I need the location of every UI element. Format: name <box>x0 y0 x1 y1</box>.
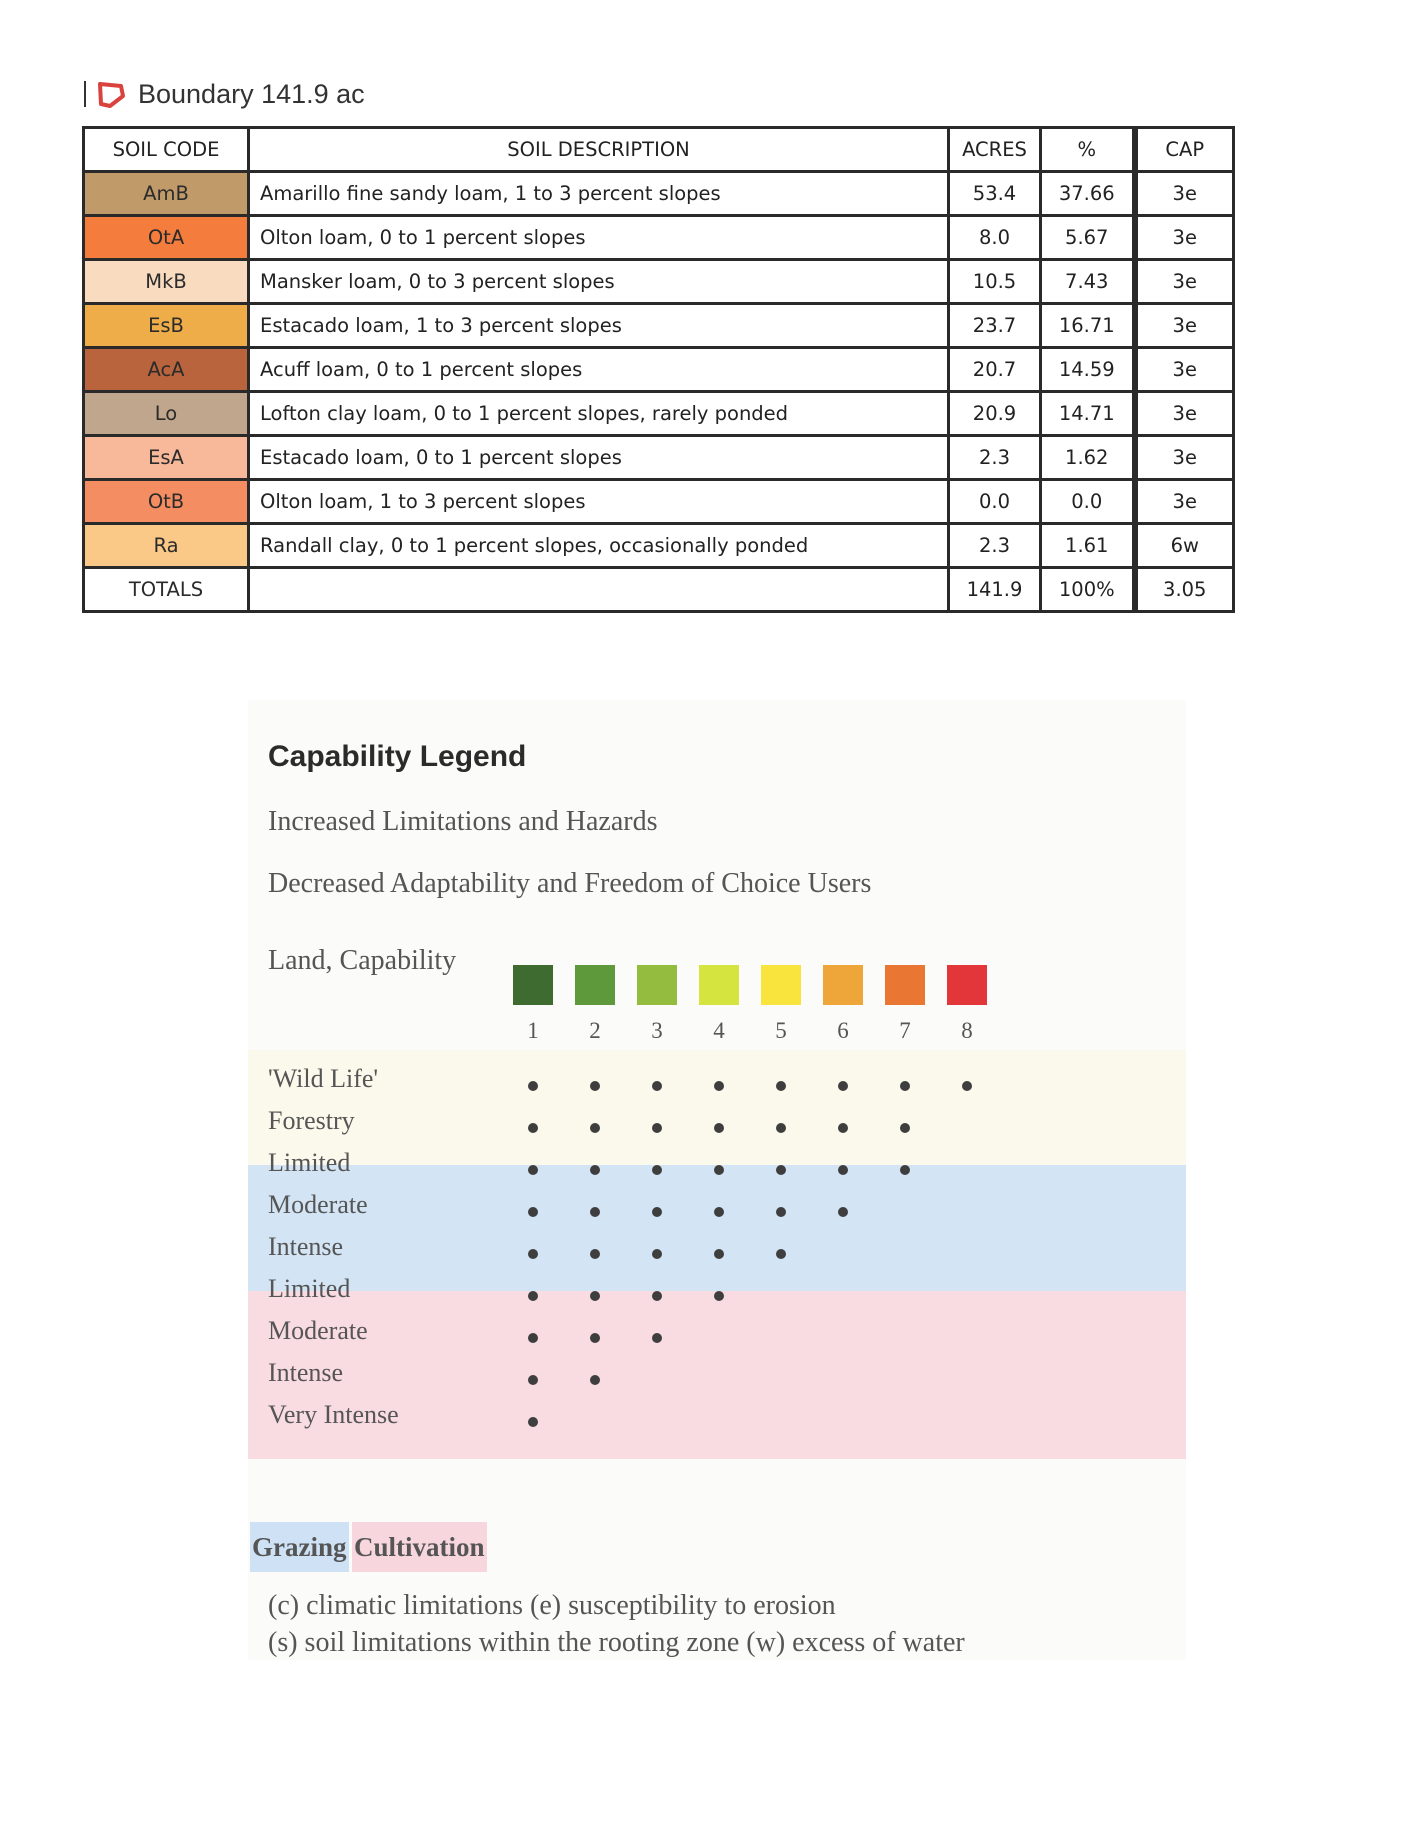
cap-cell: 6w <box>1135 524 1234 568</box>
capability-dot <box>652 1081 662 1091</box>
capability-class-swatch <box>699 965 739 1005</box>
capability-dot <box>652 1207 662 1217</box>
percent-cell: 0.0 <box>1041 480 1135 524</box>
land-capability-label: Land, Capability <box>268 945 457 976</box>
soil-description-cell: Lofton clay loam, 0 to 1 percent slopes, rarely ponded <box>249 392 949 436</box>
soil-code-cell: EsB <box>84 304 249 348</box>
capability-dot <box>590 1123 600 1133</box>
capability-class-number: 3 <box>651 1018 663 1043</box>
table-row <box>84 392 1234 436</box>
capability-dot <box>714 1249 724 1259</box>
capability-class-number: 1 <box>527 1018 539 1043</box>
capability-dot <box>590 1207 600 1217</box>
capability-dot <box>714 1207 724 1217</box>
capability-dot <box>590 1375 600 1385</box>
capability-legend <box>248 700 1186 1660</box>
soil-code-cell: OtB <box>84 480 249 524</box>
table-header-row <box>84 128 1234 172</box>
capability-class-swatch <box>575 965 615 1005</box>
soil-description-cell: Mansker loam, 0 to 3 percent slopes <box>249 260 949 304</box>
capability-dot <box>528 1081 538 1091</box>
legend-title: Capability Legend <box>268 740 527 773</box>
header-divider <box>84 81 86 107</box>
capability-class-swatch <box>947 965 987 1005</box>
boundary-header <box>84 76 365 112</box>
table-row <box>84 480 1234 524</box>
table-row <box>84 216 1234 260</box>
capability-dot <box>590 1165 600 1175</box>
capability-dot <box>652 1165 662 1175</box>
cap-cell: 3e <box>1135 172 1234 216</box>
totals-acres: 141.9 <box>949 568 1041 612</box>
acres-cell: 53.4 <box>949 172 1041 216</box>
soil-description-cell: Estacado loam, 1 to 3 percent slopes <box>249 304 949 348</box>
legend-limitations-line: Increased Limitations and Hazards <box>268 806 658 837</box>
use-label: Limited <box>268 1274 351 1303</box>
capability-dot <box>714 1165 724 1175</box>
percent-cell: 5.67 <box>1041 216 1135 260</box>
capability-dot <box>838 1123 848 1133</box>
capability-dot <box>652 1291 662 1301</box>
capability-class-swatch <box>823 965 863 1005</box>
soil-code-cell: Ra <box>84 524 249 568</box>
table-row <box>84 304 1234 348</box>
percent-cell: 14.59 <box>1041 348 1135 392</box>
capability-dot <box>776 1249 786 1259</box>
soil-description-cell: Acuff loam, 0 to 1 percent slopes <box>249 348 949 392</box>
cap-cell: 3e <box>1135 260 1234 304</box>
capability-dot <box>590 1291 600 1301</box>
acres-cell: 20.7 <box>949 348 1041 392</box>
totals-row <box>84 568 1234 612</box>
capability-class-number: 5 <box>775 1018 787 1043</box>
acres-cell: 20.9 <box>949 392 1041 436</box>
soil-code-cell: Lo <box>84 392 249 436</box>
boundary-polygon-icon <box>96 79 126 109</box>
capability-class-number: 4 <box>713 1018 725 1043</box>
boundary-label: Boundary 141.9 ac <box>138 78 365 109</box>
use-label: Moderate <box>268 1316 368 1345</box>
use-label: 'Wild Life' <box>268 1064 379 1093</box>
capability-dot <box>528 1375 538 1385</box>
soil-code-cell: AmB <box>84 172 249 216</box>
capability-dot <box>714 1081 724 1091</box>
totals-percent: 100% <box>1041 568 1135 612</box>
use-label: Limited <box>268 1148 351 1177</box>
percent-cell: 7.43 <box>1041 260 1135 304</box>
table-row <box>84 172 1234 216</box>
capability-dot <box>528 1333 538 1343</box>
use-label: Intense <box>268 1232 344 1261</box>
capability-dot <box>528 1249 538 1259</box>
capability-class-number: 7 <box>899 1018 911 1043</box>
percent-cell: 14.71 <box>1041 392 1135 436</box>
acres-cell: 8.0 <box>949 216 1041 260</box>
soil-table <box>82 126 1235 613</box>
use-label: Very Intense <box>268 1400 399 1429</box>
soil-code-cell: EsA <box>84 436 249 480</box>
soil-code-cell: AcA <box>84 348 249 392</box>
capability-dot <box>962 1081 972 1091</box>
acres-cell: 10.5 <box>949 260 1041 304</box>
column-header-soil-description: SOIL DESCRIPTION <box>249 128 949 172</box>
capability-dot <box>652 1333 662 1343</box>
capability-dot <box>528 1123 538 1133</box>
table-row <box>84 524 1234 568</box>
capability-dot <box>528 1417 538 1427</box>
soil-description-cell: Estacado loam, 0 to 1 percent slopes <box>249 436 949 480</box>
cultivation-band <box>248 1291 1186 1459</box>
capability-dot <box>776 1165 786 1175</box>
capability-dot <box>590 1249 600 1259</box>
totals-cap: 3.05 <box>1135 568 1234 612</box>
general-band <box>248 1050 1186 1165</box>
soil-description-cell: Randall clay, 0 to 1 percent slopes, occasionally ponded <box>249 524 949 568</box>
percent-cell: 1.61 <box>1041 524 1135 568</box>
capability-class-swatch <box>513 965 553 1005</box>
capability-dot <box>776 1123 786 1133</box>
grazing-key: Grazing <box>250 1522 349 1572</box>
soil-description-cell: Olton loam, 0 to 1 percent slopes <box>249 216 949 260</box>
soil-description-cell: Olton loam, 1 to 3 percent slopes <box>249 480 949 524</box>
capability-dot <box>528 1291 538 1301</box>
capability-dot <box>652 1123 662 1133</box>
column-header-acres: ACRES <box>949 128 1041 172</box>
column-header-soil-code: SOIL CODE <box>84 128 249 172</box>
cap-cell: 3e <box>1135 392 1234 436</box>
percent-cell: 37.66 <box>1041 172 1135 216</box>
soil-code-cell: MkB <box>84 260 249 304</box>
grazing-band <box>248 1165 1186 1291</box>
capability-class-number: 2 <box>589 1018 601 1043</box>
capability-dot <box>776 1207 786 1217</box>
capability-class-number: 6 <box>837 1018 849 1043</box>
capability-dot <box>900 1081 910 1091</box>
capability-dot <box>900 1165 910 1175</box>
capability-dot <box>900 1123 910 1133</box>
capability-dot <box>838 1081 848 1091</box>
soil-description-cell: Amarillo fine sandy loam, 1 to 3 percent slopes <box>249 172 949 216</box>
cultivation-key: Cultivation <box>352 1522 487 1572</box>
capability-dot <box>590 1081 600 1091</box>
capability-class-number: 8 <box>961 1018 973 1043</box>
cap-cell: 3e <box>1135 480 1234 524</box>
capability-class-swatch <box>885 965 925 1005</box>
capability-dot <box>652 1249 662 1259</box>
percent-cell: 1.62 <box>1041 436 1135 480</box>
capability-dot <box>838 1207 848 1217</box>
totals-label: TOTALS <box>84 568 249 612</box>
acres-cell: 23.7 <box>949 304 1041 348</box>
capability-dot <box>714 1291 724 1301</box>
acres-cell: 2.3 <box>949 436 1041 480</box>
legend-adaptability-line: Decreased Adaptability and Freedom of Choice Users <box>268 868 872 899</box>
percent-cell: 16.71 <box>1041 304 1135 348</box>
cap-cell: 3e <box>1135 216 1234 260</box>
totals-description <box>249 568 949 612</box>
capability-dot <box>838 1165 848 1175</box>
acres-cell: 2.3 <box>949 524 1041 568</box>
cap-cell: 3e <box>1135 436 1234 480</box>
use-label: Intense <box>268 1358 344 1387</box>
capability-class-swatch <box>761 965 801 1005</box>
capability-dot <box>714 1123 724 1133</box>
use-label: Moderate <box>268 1190 368 1219</box>
table-row <box>84 436 1234 480</box>
capability-class-swatch <box>637 965 677 1005</box>
soil-code-cell: OtA <box>84 216 249 260</box>
cap-cell: 3e <box>1135 348 1234 392</box>
capability-dot <box>590 1333 600 1343</box>
cap-cell: 3e <box>1135 304 1234 348</box>
column-header-cap: CAP <box>1135 128 1234 172</box>
use-label: Forestry <box>268 1106 355 1135</box>
legend-note-soil-water: (s) soil limitations within the rooting zone (w) excess of water <box>268 1627 965 1658</box>
capability-dot <box>528 1207 538 1217</box>
column-header-percent: % <box>1041 128 1135 172</box>
table-row <box>84 348 1234 392</box>
table-row <box>84 260 1234 304</box>
legend-note-climatic-erosion: (c) climatic limitations (e) susceptibility to erosion <box>268 1590 836 1621</box>
acres-cell: 0.0 <box>949 480 1041 524</box>
capability-dot <box>528 1165 538 1175</box>
capability-dot <box>776 1081 786 1091</box>
